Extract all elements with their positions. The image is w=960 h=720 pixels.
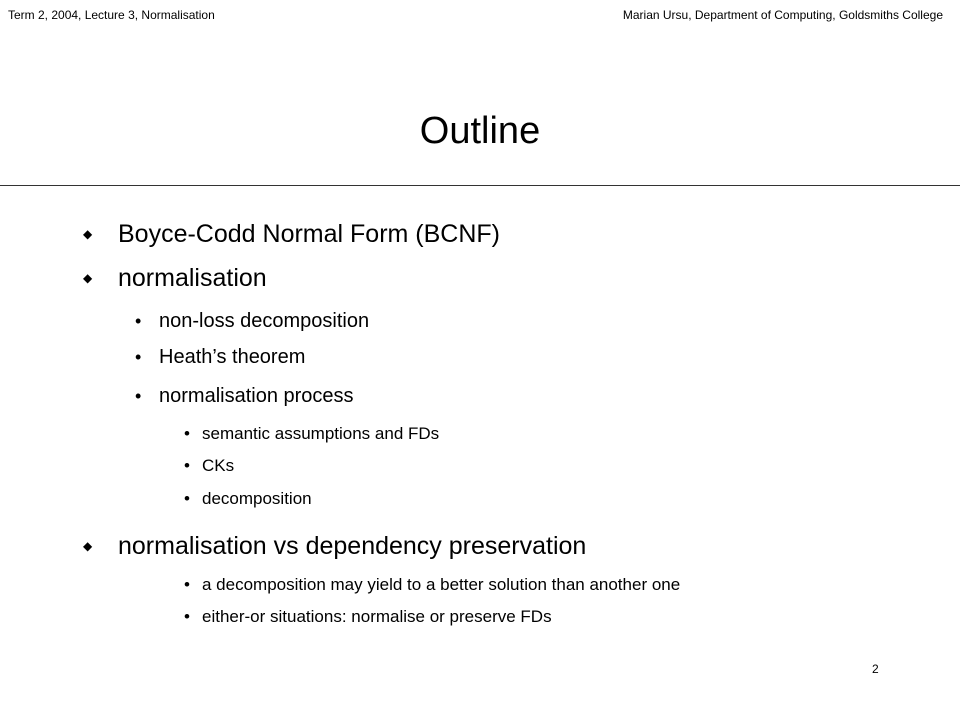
outline-item-text: normalisation bbox=[118, 264, 267, 292]
outline-item-text: either-or situations: normalise or preserve FDs bbox=[202, 607, 552, 626]
outline-item-text: normalisation process bbox=[159, 385, 354, 407]
small-bullet-icon: • bbox=[184, 456, 190, 475]
small-bullet-icon: • bbox=[184, 607, 190, 626]
outline-item-text: a decomposition may yield to a better solution than another one bbox=[202, 575, 681, 594]
diamond-bullet-icon: ◆ bbox=[83, 271, 93, 285]
small-bullet-icon: • bbox=[184, 575, 190, 594]
dot-bullet-icon: • bbox=[135, 311, 142, 331]
outline-item-text: semantic assumptions and FDs bbox=[202, 424, 440, 443]
small-bullet-icon: • bbox=[184, 489, 190, 508]
page-number: 2 bbox=[872, 662, 879, 676]
small-bullet-icon: • bbox=[184, 424, 190, 443]
outline-item-text: Boyce-Codd Normal Form (BCNF) bbox=[118, 220, 501, 248]
outline-item-text: non-loss decomposition bbox=[159, 310, 370, 332]
slide-title: Outline bbox=[419, 110, 541, 152]
header-author-info: Marian Ursu, Department of Computing, Goldsmiths College bbox=[622, 8, 943, 22]
dot-bullet-icon: • bbox=[135, 386, 142, 406]
header-course-info: Term 2, 2004, Lecture 3, Normalisation bbox=[8, 8, 215, 22]
diamond-bullet-icon: ◆ bbox=[83, 227, 93, 241]
diamond-bullet-icon: ◆ bbox=[83, 539, 93, 553]
dot-bullet-icon: • bbox=[135, 347, 142, 367]
outline-item-text: Heath’s theorem bbox=[159, 346, 306, 368]
outline-item-text: normalisation vs dependency preservation bbox=[118, 532, 587, 560]
outline-item-text: CKs bbox=[202, 456, 235, 475]
title-divider bbox=[0, 185, 960, 186]
outline-item-text: decomposition bbox=[202, 489, 312, 508]
